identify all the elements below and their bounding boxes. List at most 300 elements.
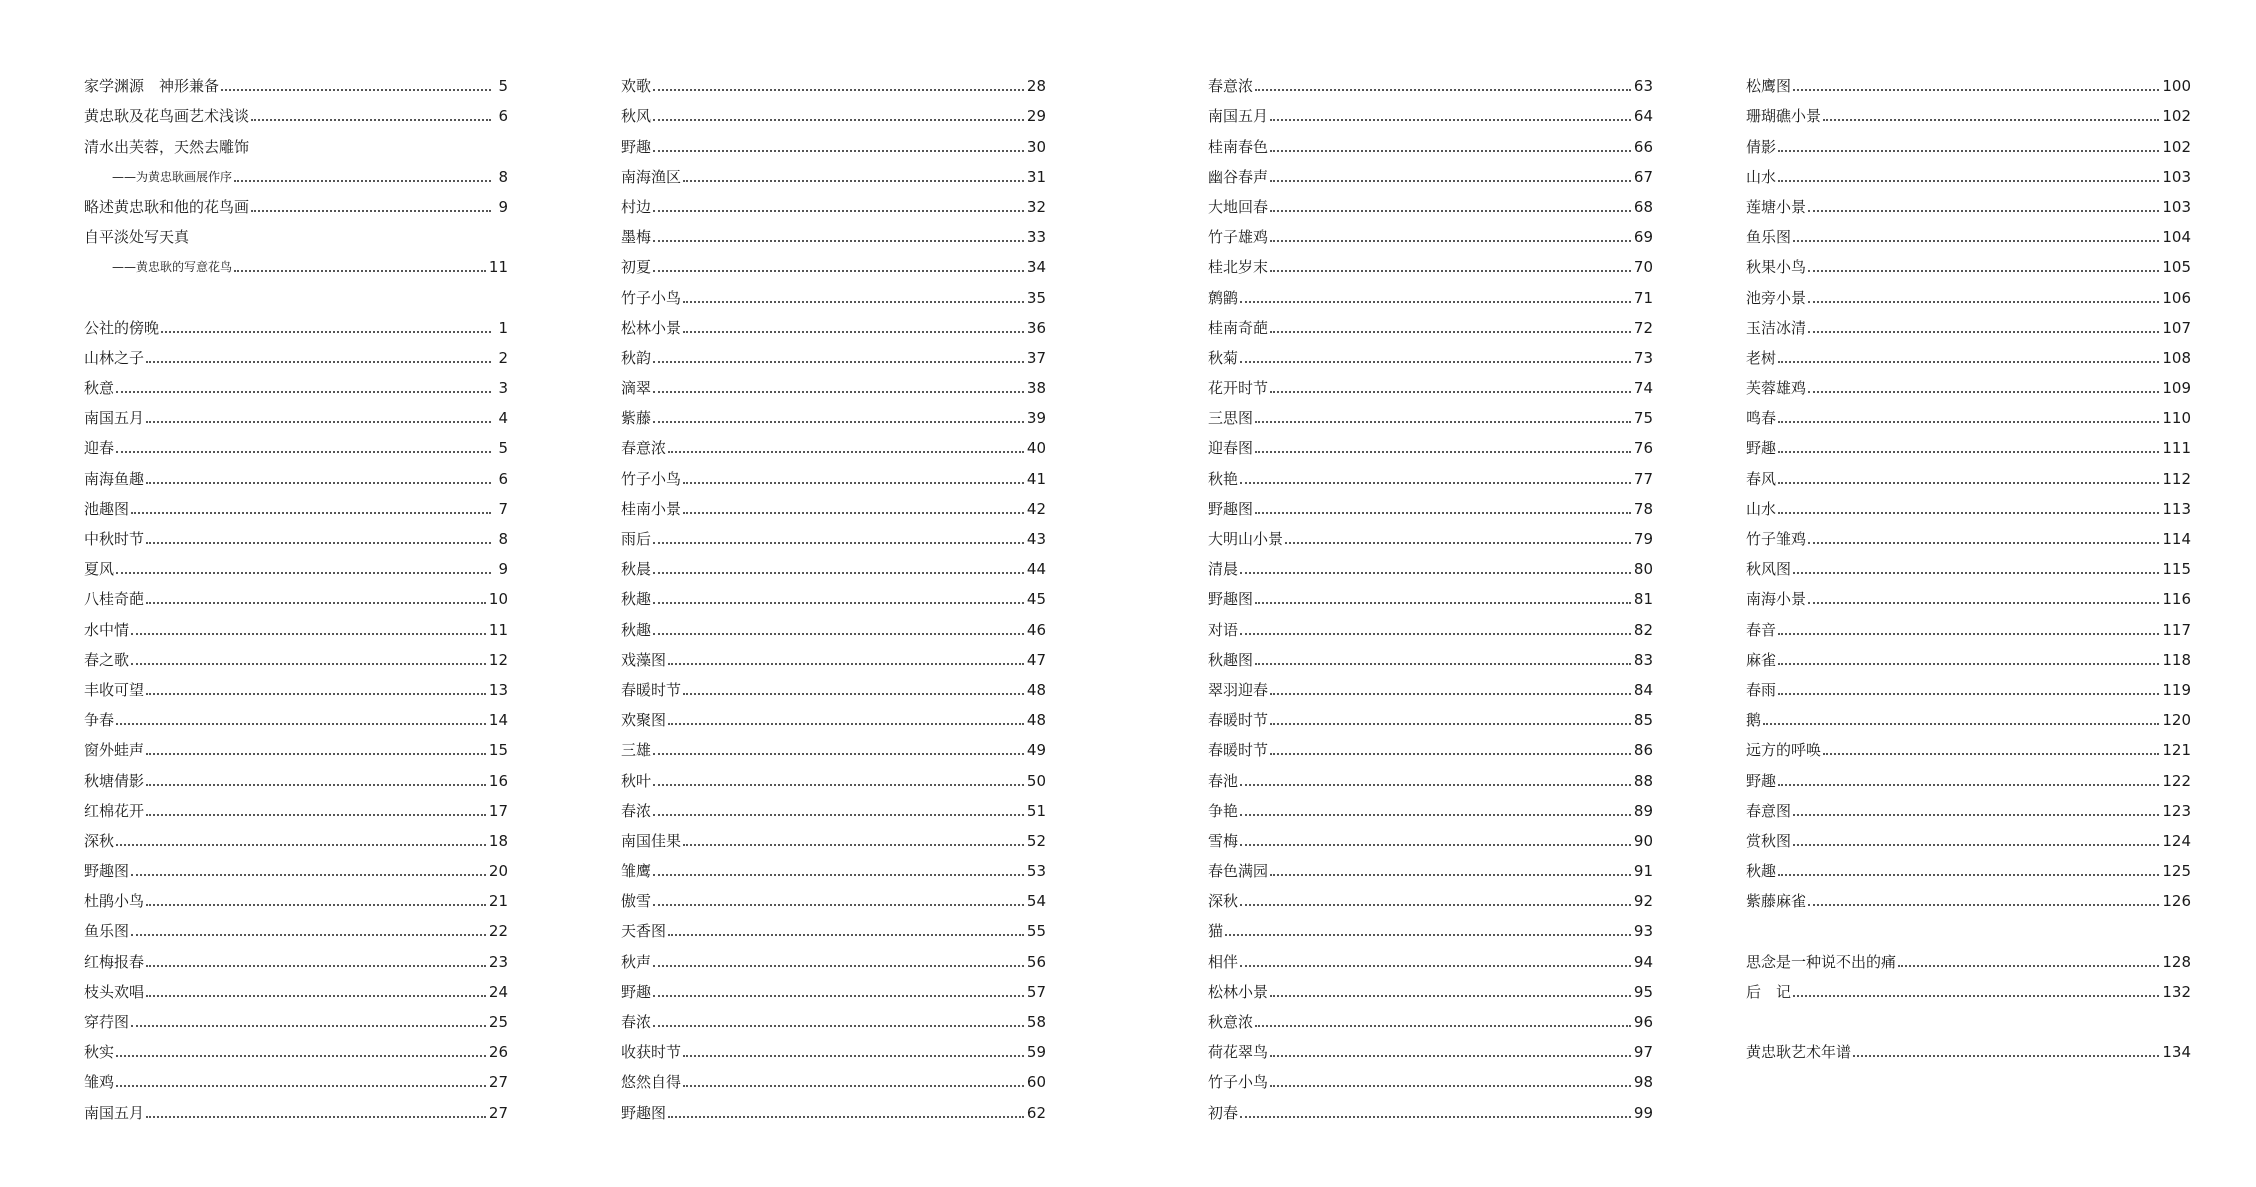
- toc-entry-title: 南海小景: [1746, 590, 1807, 609]
- toc-entry[interactable]: [621, 397, 1046, 427]
- toc-entry-title: 桂南小景: [621, 499, 682, 518]
- toc-entry[interactable]: [1208, 186, 1653, 216]
- toc-entry-title: 对语: [1208, 620, 1239, 639]
- toc-entry[interactable]: [84, 790, 508, 820]
- toc-entry[interactable]: [84, 216, 508, 246]
- dot-leader: [234, 270, 486, 272]
- toc-entry-title: 欢歌: [621, 77, 652, 96]
- dot-leader: [653, 391, 1024, 393]
- toc-entry-page: 115: [2162, 560, 2191, 579]
- toc-entry-title: 春暖时节: [621, 680, 682, 699]
- toc-entry[interactable]: [84, 1031, 508, 1061]
- dot-leader: [1853, 1055, 2159, 1057]
- dot-leader: [653, 1025, 1024, 1027]
- toc-entry-page: 97: [1633, 1043, 1653, 1062]
- toc-entry[interactable]: [1208, 790, 1653, 820]
- toc-entry-title: 竹子小鸟: [621, 469, 682, 488]
- toc-entry[interactable]: [84, 971, 508, 1001]
- toc-entry-title: 山水: [1746, 499, 1777, 518]
- toc-entry[interactable]: [621, 186, 1046, 216]
- toc-entry[interactable]: [1746, 518, 2191, 548]
- toc-entry-title: 初春: [1208, 1103, 1239, 1122]
- dot-leader: [1255, 1025, 1631, 1027]
- toc-entry-page: 20: [488, 862, 508, 881]
- toc-entry[interactable]: [621, 608, 1046, 638]
- toc-entry[interactable]: [84, 639, 508, 669]
- toc-entry[interactable]: [621, 367, 1046, 397]
- toc-entry-page: 121: [2162, 741, 2191, 760]
- dot-leader: [683, 1085, 1024, 1087]
- toc-entry[interactable]: [84, 156, 508, 186]
- toc-entry-page: 13: [488, 680, 508, 699]
- toc-column-4: [1746, 65, 2191, 1061]
- dot-leader: [1240, 361, 1631, 363]
- toc-entry[interactable]: [1746, 971, 2191, 1001]
- toc-entry[interactable]: [1746, 246, 2191, 276]
- toc-entry[interactable]: [621, 95, 1046, 125]
- toc-entry[interactable]: [1208, 1091, 1653, 1121]
- toc-entry[interactable]: [84, 307, 508, 337]
- toc-entry-page: 71: [1633, 288, 1653, 307]
- toc-entry[interactable]: [84, 367, 508, 397]
- toc-entry-title: 竹子小鸟: [621, 288, 682, 307]
- toc-entry[interactable]: [621, 1031, 1046, 1061]
- toc-entry[interactable]: [621, 156, 1046, 186]
- dot-leader: [146, 1116, 486, 1118]
- toc-entry[interactable]: [1208, 971, 1653, 1001]
- toc-entry-title: 迎春图: [1208, 439, 1254, 458]
- toc-entry-title: 穿荇图: [84, 1013, 130, 1031]
- toc-entry-page: 88: [1633, 771, 1653, 790]
- dot-leader: [1240, 1116, 1631, 1118]
- dot-leader: [1240, 904, 1631, 906]
- toc-entry-page: 64: [1633, 107, 1653, 126]
- toc-entry-page: 109: [2162, 379, 2191, 398]
- toc-entry[interactable]: [1208, 457, 1653, 487]
- toc-entry[interactable]: [1208, 578, 1653, 608]
- toc-entry-title: 松鹰图: [1746, 77, 1792, 96]
- toc-entry[interactable]: [84, 397, 508, 427]
- toc-entry[interactable]: [1208, 307, 1653, 337]
- toc-entry[interactable]: [84, 488, 508, 518]
- dot-leader: [1270, 995, 1631, 997]
- toc-entry[interactable]: [1208, 880, 1653, 910]
- toc-entry[interactable]: [84, 669, 508, 699]
- toc-entry-title: 倩影: [1746, 137, 1777, 156]
- toc-entry-page: 125: [2162, 862, 2191, 881]
- toc-entry[interactable]: [84, 820, 508, 850]
- dot-leader: [1778, 451, 2159, 453]
- toc-entry-title: 麻雀: [1746, 650, 1777, 669]
- toc-entry-title: 野趣: [1746, 439, 1777, 458]
- toc-entry[interactable]: [621, 820, 1046, 850]
- toc-entry[interactable]: [1208, 669, 1653, 699]
- toc-entry[interactable]: [621, 910, 1046, 940]
- toc-entry-title: 秋果小鸟: [1746, 258, 1807, 277]
- toc-entry[interactable]: [1208, 548, 1653, 578]
- toc-entry-page: 1: [498, 318, 508, 337]
- dot-leader: [1240, 482, 1631, 484]
- dot-leader: [221, 89, 491, 91]
- toc-entry[interactable]: [84, 337, 508, 367]
- toc-entry-title: 夏风: [84, 560, 115, 579]
- toc-entry[interactable]: [1208, 125, 1653, 155]
- toc-entry[interactable]: [1746, 850, 2191, 880]
- toc-entry[interactable]: [1746, 156, 2191, 186]
- dot-leader: [146, 693, 486, 695]
- toc-entry-page: 66: [1633, 137, 1653, 156]
- toc-entry[interactable]: [1746, 639, 2191, 669]
- toc-entry[interactable]: [1746, 940, 2191, 970]
- toc-entry-page: 27: [488, 1103, 508, 1122]
- dot-leader: [234, 180, 491, 182]
- toc-entry[interactable]: [621, 518, 1046, 548]
- toc-entry[interactable]: [621, 850, 1046, 880]
- toc-entry-title: 赏秋图: [1746, 831, 1792, 850]
- toc-entry[interactable]: [1208, 397, 1653, 427]
- toc-entry-title: 滴翠: [621, 379, 652, 398]
- dot-leader: [1808, 270, 2159, 272]
- toc-entry[interactable]: [621, 729, 1046, 759]
- toc-entry[interactable]: [84, 1061, 508, 1091]
- toc-entry-title: 水中情: [84, 620, 130, 639]
- toc-entry[interactable]: [84, 729, 508, 759]
- toc-entry-page: 108: [2162, 348, 2191, 367]
- toc-entry-title: 竹子雏鸡: [1746, 530, 1807, 548]
- toc-entry-title: 秋叶: [621, 771, 652, 790]
- toc-entry-title: 迎春: [84, 439, 115, 458]
- dot-leader: [683, 331, 1024, 333]
- dot-leader: [1270, 331, 1631, 333]
- toc-entry-title: 争艳: [1208, 801, 1239, 820]
- toc-entry[interactable]: [84, 1091, 508, 1121]
- toc-entry[interactable]: [1746, 65, 2191, 95]
- toc-entry[interactable]: [1746, 790, 2191, 820]
- toc-entry[interactable]: [1746, 216, 2191, 246]
- toc-entry[interactable]: [1746, 397, 2191, 427]
- dot-leader: [116, 723, 486, 725]
- toc-entry[interactable]: [621, 427, 1046, 457]
- toc-entry[interactable]: [1208, 1031, 1653, 1061]
- toc-entry[interactable]: [1746, 427, 2191, 457]
- toc-entry[interactable]: [84, 427, 508, 457]
- toc-entry-page: 132: [2162, 982, 2191, 1001]
- toc-entry[interactable]: [1746, 548, 2191, 578]
- toc-entry[interactable]: [84, 246, 508, 276]
- toc-entry-title: 老树: [1746, 348, 1777, 367]
- toc-entry-title: 桂南春色: [1208, 137, 1269, 156]
- toc-entry-title: 珊瑚礁小景: [1746, 107, 1822, 126]
- toc-entry-title: 八桂奇葩: [84, 590, 145, 609]
- dot-leader: [1255, 512, 1631, 514]
- toc-entry[interactable]: [1746, 820, 2191, 850]
- toc-entry[interactable]: [621, 759, 1046, 789]
- toc-entry-title: 荷花翠鸟: [1208, 1043, 1269, 1062]
- toc-entry[interactable]: [1746, 669, 2191, 699]
- dot-leader: [1255, 451, 1631, 453]
- toc-entry[interactable]: [84, 940, 508, 970]
- dot-leader: [1778, 663, 2159, 665]
- toc-entry-page: 5: [498, 77, 508, 96]
- toc-entry[interactable]: [1746, 488, 2191, 518]
- toc-entry[interactable]: [621, 65, 1046, 95]
- toc-entry[interactable]: [1746, 578, 2191, 608]
- toc-entry[interactable]: [621, 246, 1046, 276]
- dot-leader: [1240, 633, 1631, 635]
- toc-entry[interactable]: [1208, 367, 1653, 397]
- toc-entry-title: 秋意浓: [1208, 1013, 1254, 1031]
- toc-entry[interactable]: [1208, 488, 1653, 518]
- toc-entry[interactable]: [1746, 95, 2191, 125]
- toc-entry-title: 春意图: [1746, 801, 1792, 820]
- toc-entry-page: 29: [1026, 107, 1046, 126]
- toc-entry-page: 23: [488, 952, 508, 971]
- toc-column-2: [621, 65, 1046, 1122]
- toc-entry[interactable]: [84, 95, 508, 125]
- dot-leader: [683, 482, 1024, 484]
- toc-entry-page: 76: [1633, 439, 1653, 458]
- toc-entry[interactable]: [84, 880, 508, 910]
- toc-entry[interactable]: [1746, 608, 2191, 638]
- toc-entry-page: 6: [498, 469, 508, 488]
- toc-entry-title: 松林小景: [1208, 982, 1269, 1001]
- toc-entry[interactable]: [1208, 337, 1653, 367]
- toc-entry-title: 雨后: [621, 530, 652, 548]
- toc-entry-title: 秋趣: [621, 620, 652, 639]
- toc-entry[interactable]: [1208, 276, 1653, 306]
- dot-leader: [1240, 814, 1631, 816]
- toc-entry-page: 51: [1026, 801, 1046, 820]
- toc-entry[interactable]: [621, 488, 1046, 518]
- toc-entry[interactable]: [1208, 95, 1653, 125]
- dot-leader: [653, 904, 1024, 906]
- toc-entry-title: 南国五月: [84, 1103, 145, 1122]
- toc-entry-title: 春雨: [1746, 680, 1777, 699]
- toc-entry-title: 秋趣: [621, 590, 652, 609]
- toc-entry-page: 11: [488, 258, 508, 277]
- toc-column-3: [1208, 65, 1653, 1122]
- toc-entry[interactable]: [1746, 1031, 2191, 1061]
- toc-entry-page: 128: [2162, 952, 2191, 971]
- toc-entry-title: 大明山小景: [1208, 530, 1284, 548]
- dot-leader: [146, 542, 491, 544]
- toc-entry-title: 自平淡处写天真: [84, 228, 190, 247]
- toc-entry-title: 鹩鹠: [1208, 288, 1239, 307]
- dot-leader: [1225, 934, 1631, 936]
- toc-entry[interactable]: [621, 971, 1046, 1001]
- dot-leader: [1793, 572, 2159, 574]
- dot-leader: [653, 633, 1024, 635]
- toc-entry[interactable]: [84, 699, 508, 729]
- toc-entry-title: 黄忠耿及花鸟画艺术浅谈: [84, 107, 250, 126]
- dot-leader: [1808, 210, 2159, 212]
- toc-entry-title: 初夏: [621, 258, 652, 277]
- dot-leader: [653, 119, 1024, 121]
- toc-entry[interactable]: [1746, 337, 2191, 367]
- toc-entry[interactable]: [621, 880, 1046, 910]
- toc-entry-page: 93: [1633, 922, 1653, 941]
- toc-entry[interactable]: [1746, 125, 2191, 155]
- toc-entry-page: 15: [488, 741, 508, 760]
- toc-entry[interactable]: [84, 578, 508, 608]
- toc-entry-title: 雏鹰: [621, 862, 652, 881]
- toc-entry[interactable]: [84, 759, 508, 789]
- dot-leader: [668, 451, 1024, 453]
- toc-entry-title: 黄忠耿艺术年谱: [1746, 1043, 1852, 1062]
- dot-leader: [1255, 421, 1631, 423]
- toc-entry[interactable]: [1208, 608, 1653, 638]
- toc-entry[interactable]: [621, 307, 1046, 337]
- toc-entry-page: 25: [488, 1013, 508, 1031]
- toc-entry-title: 春浓: [621, 1013, 652, 1031]
- dot-leader: [1285, 542, 1631, 544]
- toc-entry-page: 86: [1633, 741, 1653, 760]
- toc-entry-title: 桂南奇葩: [1208, 318, 1269, 337]
- toc-entry-title: 家学渊源 神形兼备: [84, 77, 220, 96]
- toc-entry[interactable]: [621, 1061, 1046, 1091]
- toc-entry[interactable]: [1746, 367, 2191, 397]
- dot-leader: [1808, 391, 2159, 393]
- toc-entry[interactable]: [621, 699, 1046, 729]
- dot-leader: [653, 874, 1024, 876]
- toc-entry-page: 43: [1026, 530, 1046, 548]
- toc-entry[interactable]: [1746, 457, 2191, 487]
- toc-entry[interactable]: [84, 548, 508, 578]
- toc-entry[interactable]: [84, 608, 508, 638]
- toc-entry[interactable]: [1746, 276, 2191, 306]
- dot-leader: [1270, 1085, 1631, 1087]
- dot-leader: [1270, 391, 1631, 393]
- toc-entry[interactable]: [84, 910, 508, 940]
- toc-entry[interactable]: [1208, 699, 1653, 729]
- dot-leader: [1240, 572, 1631, 574]
- toc-entry[interactable]: [1746, 307, 2191, 337]
- dot-leader: [1793, 844, 2159, 846]
- toc-entry[interactable]: [84, 125, 508, 155]
- toc-entry-title: 深秋: [84, 831, 115, 850]
- dot-leader: [1240, 844, 1631, 846]
- toc-entry[interactable]: [1746, 699, 2191, 729]
- toc-entry-title: 野趣图: [621, 1103, 667, 1122]
- dot-leader: [1270, 874, 1631, 876]
- toc-entry[interactable]: [621, 1091, 1046, 1121]
- dot-leader: [1778, 482, 2159, 484]
- dot-leader: [653, 602, 1024, 604]
- dot-leader: [116, 1055, 486, 1057]
- toc-entry-title: 南国五月: [84, 409, 145, 428]
- toc-entry-title: 相伴: [1208, 952, 1239, 971]
- toc-entry[interactable]: [1208, 639, 1653, 669]
- toc-entry[interactable]: [621, 276, 1046, 306]
- toc-entry[interactable]: [1208, 729, 1653, 759]
- toc-entry-page: 55: [1026, 922, 1046, 941]
- toc-entry-page: 126: [2162, 892, 2191, 911]
- toc-entry[interactable]: [1208, 850, 1653, 880]
- toc-entry[interactable]: [621, 548, 1046, 578]
- toc-entry-page: 44: [1026, 560, 1046, 579]
- toc-entry[interactable]: [84, 186, 508, 216]
- toc-entry[interactable]: [621, 940, 1046, 970]
- toc-entry[interactable]: [621, 125, 1046, 155]
- toc-entry-title: 野趣图: [1208, 499, 1254, 518]
- section-gap: [1746, 1001, 2191, 1031]
- dot-leader: [653, 150, 1024, 152]
- toc-entry-page: 36: [1026, 318, 1046, 337]
- toc-entry[interactable]: [1208, 65, 1653, 95]
- toc-entry[interactable]: [1746, 729, 2191, 759]
- toc-entry[interactable]: [621, 1001, 1046, 1031]
- section-gap: [84, 276, 508, 306]
- toc-entry[interactable]: [1208, 216, 1653, 246]
- toc-entry[interactable]: [1746, 759, 2191, 789]
- toc-entry-title: ——为黄忠耿画展作序: [112, 169, 233, 184]
- toc-entry-page: 118: [2162, 650, 2191, 669]
- dot-leader: [1270, 270, 1631, 272]
- dot-leader: [653, 89, 1024, 91]
- toc-entry[interactable]: [84, 457, 508, 487]
- toc-entry-page: 22: [488, 922, 508, 941]
- dot-leader: [1270, 240, 1631, 242]
- toc-entry-title: 红梅报春: [84, 952, 145, 971]
- toc-entry[interactable]: [1746, 880, 2191, 910]
- toc-entry-page: 103: [2162, 167, 2191, 186]
- toc-entry[interactable]: [1208, 427, 1653, 457]
- toc-entry[interactable]: [621, 578, 1046, 608]
- toc-entry-page: 82: [1633, 620, 1653, 639]
- toc-entry-page: 114: [2162, 530, 2191, 548]
- toc-entry[interactable]: [84, 518, 508, 548]
- toc-entry-page: 96: [1633, 1013, 1653, 1031]
- toc-entry-title: 枝头欢唱: [84, 982, 145, 1001]
- toc-entry[interactable]: [1208, 1001, 1653, 1031]
- toc-entry-title: 秋趣: [1746, 862, 1777, 881]
- toc-entry[interactable]: [1208, 910, 1653, 940]
- toc-entry-page: 4: [498, 409, 508, 428]
- toc-entry[interactable]: [1208, 820, 1653, 850]
- toc-entry[interactable]: [621, 216, 1046, 246]
- toc-entry[interactable]: [621, 457, 1046, 487]
- dot-leader: [1270, 210, 1631, 212]
- toc-entry[interactable]: [621, 639, 1046, 669]
- toc-entry-page: 116: [2162, 590, 2191, 609]
- toc-entry-page: 113: [2162, 499, 2191, 518]
- toc-entry[interactable]: [1208, 759, 1653, 789]
- toc-entry-page: 52: [1026, 831, 1046, 850]
- dot-leader: [653, 995, 1024, 997]
- toc-entry[interactable]: [1208, 518, 1653, 548]
- toc-entry[interactable]: [84, 1001, 508, 1031]
- dot-leader: [653, 421, 1024, 423]
- dot-leader: [683, 180, 1024, 182]
- dot-leader: [1270, 723, 1631, 725]
- dot-leader: [1778, 512, 2159, 514]
- toc-entry-page: 9: [498, 197, 508, 216]
- toc-entry[interactable]: [84, 850, 508, 880]
- toc-entry[interactable]: [1208, 156, 1653, 186]
- toc-entry[interactable]: [1208, 1061, 1653, 1091]
- toc-entry[interactable]: [621, 337, 1046, 367]
- toc-entry[interactable]: [621, 790, 1046, 820]
- toc-entry[interactable]: [84, 65, 508, 95]
- toc-entry[interactable]: [1746, 186, 2191, 216]
- toc-entry-page: 27: [488, 1073, 508, 1092]
- toc-entry[interactable]: [621, 669, 1046, 699]
- toc-entry-title: 池旁小景: [1746, 288, 1807, 307]
- dot-leader: [1778, 421, 2159, 423]
- toc-entry-page: 112: [2162, 469, 2191, 488]
- toc-entry[interactable]: [1208, 940, 1653, 970]
- toc-entry[interactable]: [1208, 246, 1653, 276]
